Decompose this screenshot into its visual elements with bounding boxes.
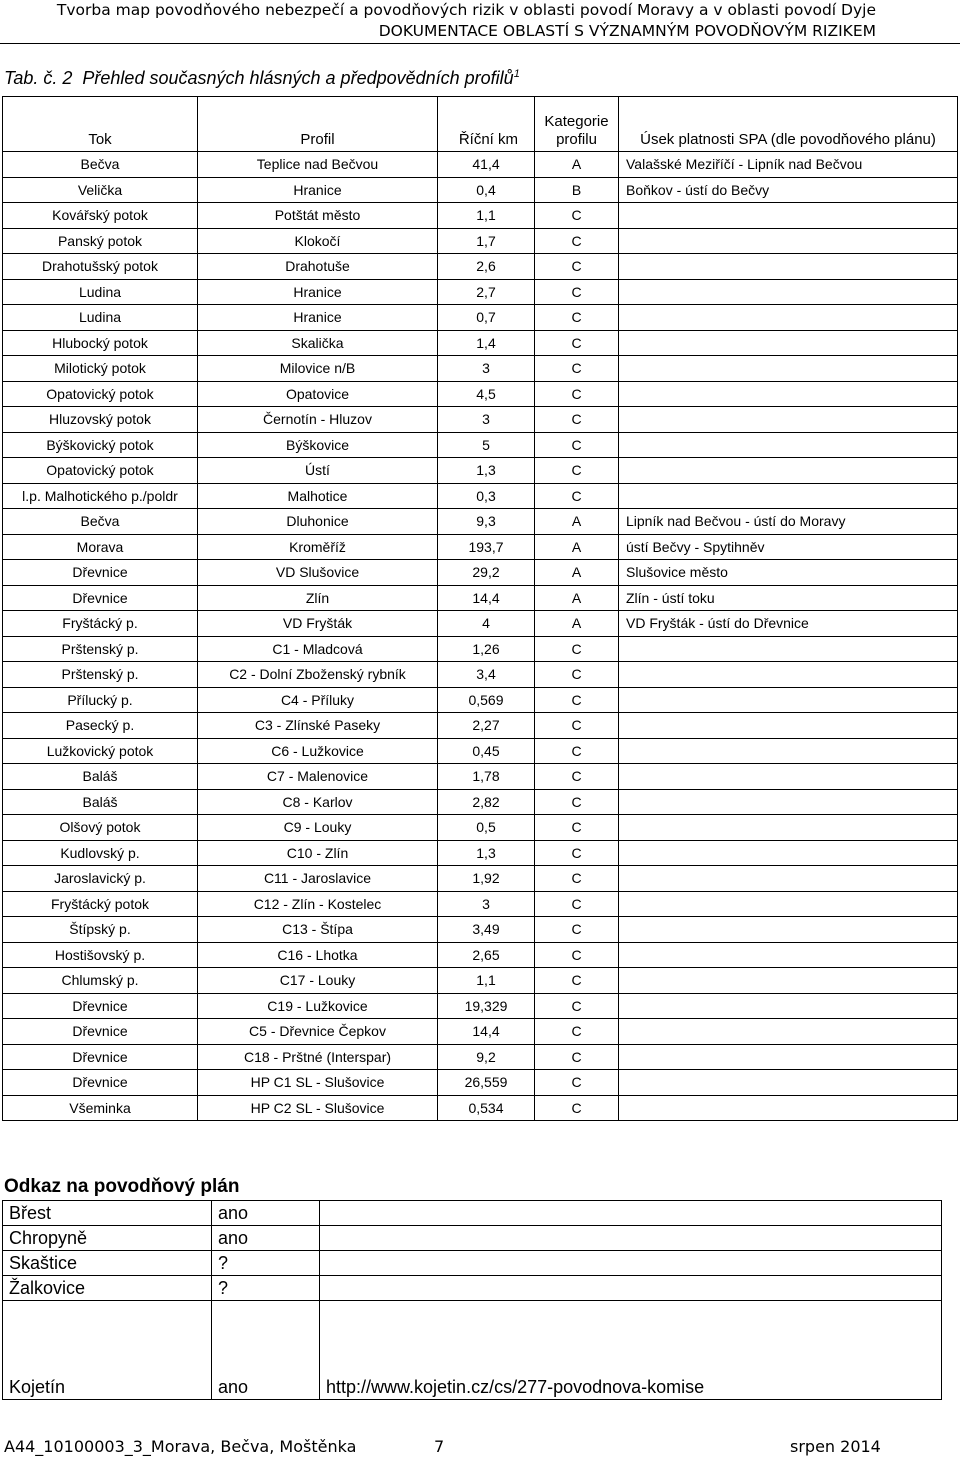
cell-river-km: 193,7 xyxy=(438,534,535,560)
cell-river-km: 1,1 xyxy=(438,203,535,229)
cell-tok: Hluzovský potok xyxy=(3,407,198,433)
cell-profil: C5 - Dřevnice Čepkov xyxy=(198,1019,438,1045)
plan-cell-link xyxy=(320,1201,942,1226)
table-row xyxy=(3,713,958,739)
cell-category: C xyxy=(535,279,619,305)
table-row xyxy=(3,968,958,994)
cell-river-km: 0,7 xyxy=(438,305,535,331)
cell-profil: HP C2 SL - Slušovice xyxy=(198,1095,438,1121)
caption-footnote-mark: 1 xyxy=(513,68,520,80)
cell-validity-section: Boňkov - ústí do Bečvy xyxy=(619,177,958,203)
table-row xyxy=(3,815,958,841)
cell-profil: C8 - Karlov xyxy=(198,789,438,815)
table-row xyxy=(3,509,958,535)
plan-cell-municipality: Břest xyxy=(3,1201,212,1226)
cell-category: C xyxy=(535,203,619,229)
cell-category: C xyxy=(535,968,619,994)
cell-river-km: 0,534 xyxy=(438,1095,535,1121)
cell-tok: Dřevnice xyxy=(3,560,198,586)
plan-cell-link[interactable]: http://www.kojetin.cz/cs/277-povodnova-komise xyxy=(320,1301,942,1400)
cell-category: C xyxy=(535,687,619,713)
cell-river-km: 0,3 xyxy=(438,483,535,509)
cell-river-km: 14,4 xyxy=(438,585,535,611)
cell-tok: Opatovický potok xyxy=(3,458,198,484)
cell-river-km: 3,49 xyxy=(438,917,535,943)
table-row xyxy=(3,611,958,637)
cell-river-km: 1,26 xyxy=(438,636,535,662)
cell-category: C xyxy=(535,407,619,433)
cell-validity-section xyxy=(619,713,958,739)
table-row xyxy=(3,585,958,611)
cell-river-km: 0,45 xyxy=(438,738,535,764)
header-category-text: Kategorie profilu xyxy=(544,113,609,148)
cell-tok: Kudlovský p. xyxy=(3,840,198,866)
list-item xyxy=(3,1226,942,1251)
table-row xyxy=(3,1019,958,1045)
cell-category: C xyxy=(535,458,619,484)
cell-river-km: 1,7 xyxy=(438,228,535,254)
cell-validity-section: VD Fryšták - ústí do Dřevnice xyxy=(619,611,958,637)
cell-category: C xyxy=(535,866,619,892)
cell-validity-section xyxy=(619,279,958,305)
cell-tok: Fryštácký p. xyxy=(3,611,198,637)
cell-profil: Býškovice xyxy=(198,432,438,458)
footer-doc-id: A44_10100003_3_Morava, Bečva, Moštěnka xyxy=(4,1437,357,1456)
cell-river-km: 2,7 xyxy=(438,279,535,305)
cell-tok: Býškovický potok xyxy=(3,432,198,458)
table-row xyxy=(3,687,958,713)
cell-profil: C1 - Mladcová xyxy=(198,636,438,662)
header-cell-profil: Profil xyxy=(198,97,438,152)
cell-tok: Dřevnice xyxy=(3,993,198,1019)
table-row xyxy=(3,764,958,790)
table-row xyxy=(3,1070,958,1096)
cell-validity-section xyxy=(619,942,958,968)
cell-category: B xyxy=(535,177,619,203)
cell-river-km: 1,3 xyxy=(438,458,535,484)
table-row xyxy=(3,254,958,280)
table-row xyxy=(3,917,958,943)
cell-validity-section: Valašské Meziříčí - Lipník nad Bečvou xyxy=(619,152,958,178)
header-divider xyxy=(0,43,960,44)
plan-cell-status: ano xyxy=(212,1201,320,1226)
cell-category: A xyxy=(535,611,619,637)
cell-tok: Baláš xyxy=(3,764,198,790)
cell-tok: Dřevnice xyxy=(3,585,198,611)
cell-river-km: 0,5 xyxy=(438,815,535,841)
cell-profil: Hranice xyxy=(198,305,438,331)
cell-validity-section xyxy=(619,203,958,229)
cell-profil: C16 - Lhotka xyxy=(198,942,438,968)
cell-tok: Baláš xyxy=(3,789,198,815)
cell-river-km: 1,4 xyxy=(438,330,535,356)
cell-profil: VD Slušovice xyxy=(198,560,438,586)
table-row xyxy=(3,152,958,178)
cell-profil: C2 - Dolní Zboženský rybník xyxy=(198,662,438,688)
cell-river-km: 3 xyxy=(438,356,535,382)
cell-tok: Ludina xyxy=(3,279,198,305)
cell-profil: C9 - Louky xyxy=(198,815,438,841)
cell-profil: Kroměříž xyxy=(198,534,438,560)
cell-validity-section xyxy=(619,636,958,662)
cell-category: C xyxy=(535,840,619,866)
cell-validity-section: Lipník nad Bečvou - ústí do Moravy xyxy=(619,509,958,535)
header-project-title: Tvorba map povodňového nebezpečí a povodňových rizik v oblasti povodí Moravy a v oblasti povodí Dyje xyxy=(56,1,876,19)
cell-profil: Dluhonice xyxy=(198,509,438,535)
cell-profil: HP C1 SL - Slušovice xyxy=(198,1070,438,1096)
profiles-table-body xyxy=(3,152,958,1121)
cell-profil: C13 - Štípa xyxy=(198,917,438,943)
cell-validity-section xyxy=(619,789,958,815)
cell-profil: Malhotice xyxy=(198,483,438,509)
flood-plan-table xyxy=(2,1200,942,1400)
table-row xyxy=(3,1044,958,1070)
cell-river-km: 0,4 xyxy=(438,177,535,203)
cell-profil: Potštát město xyxy=(198,203,438,229)
cell-category: C xyxy=(535,228,619,254)
cell-category: C xyxy=(535,942,619,968)
table-row xyxy=(3,534,958,560)
cell-category: C xyxy=(535,381,619,407)
list-item xyxy=(3,1301,942,1400)
cell-profil: Opatovice xyxy=(198,381,438,407)
cell-validity-section xyxy=(619,381,958,407)
header-cell-validity-section: Úsek platnosti SPA (dle povodňového plánu) xyxy=(619,97,958,152)
table-row xyxy=(3,866,958,892)
table-row xyxy=(3,560,958,586)
plan-cell-link xyxy=(320,1276,942,1301)
cell-tok: Ludina xyxy=(3,305,198,331)
cell-river-km: 1,78 xyxy=(438,764,535,790)
cell-river-km: 14,4 xyxy=(438,1019,535,1045)
cell-profil: Klokočí xyxy=(198,228,438,254)
cell-tok: Milotický potok xyxy=(3,356,198,382)
plan-cell-status: ? xyxy=(212,1276,320,1301)
table-row xyxy=(3,203,958,229)
cell-profil: C7 - Malenovice xyxy=(198,764,438,790)
flood-plan-title: Odkaz na povodňový plán xyxy=(4,1176,240,1197)
cell-river-km: 26,559 xyxy=(438,1070,535,1096)
plan-cell-link xyxy=(320,1251,942,1276)
cell-tok: Fryštácký potok xyxy=(3,891,198,917)
header-section-title: DOKUMENTACE OBLASTÍ S VÝZNAMNÝM POVODŇOVÝM RIZIKEM xyxy=(378,22,876,40)
cell-river-km: 4,5 xyxy=(438,381,535,407)
cell-tok: Jaroslavický p. xyxy=(3,866,198,892)
table-row xyxy=(3,330,958,356)
cell-category: C xyxy=(535,789,619,815)
cell-tok: Kovářský potok xyxy=(3,203,198,229)
cell-tok: Bečva xyxy=(3,152,198,178)
cell-river-km: 4 xyxy=(438,611,535,637)
cell-category: C xyxy=(535,432,619,458)
cell-validity-section xyxy=(619,891,958,917)
cell-category: C xyxy=(535,330,619,356)
cell-tok: l.p. Malhotického p./poldr xyxy=(3,483,198,509)
cell-category: C xyxy=(535,993,619,1019)
cell-category: C xyxy=(535,713,619,739)
plan-cell-municipality: Chropyně xyxy=(3,1226,212,1251)
cell-river-km: 9,2 xyxy=(438,1044,535,1070)
cell-validity-section xyxy=(619,1070,958,1096)
cell-profil: Černotín - Hluzov xyxy=(198,407,438,433)
cell-river-km: 1,1 xyxy=(438,968,535,994)
cell-profil: Skalička xyxy=(198,330,438,356)
cell-tok: Olšový potok xyxy=(3,815,198,841)
header-cell-tok: Tok xyxy=(3,97,198,152)
cell-river-km: 19,329 xyxy=(438,993,535,1019)
cell-validity-section xyxy=(619,1019,958,1045)
cell-validity-section: ústí Bečvy - Spytihněv xyxy=(619,534,958,560)
cell-validity-section xyxy=(619,764,958,790)
cell-category: A xyxy=(535,534,619,560)
table-row xyxy=(3,407,958,433)
cell-river-km: 29,2 xyxy=(438,560,535,586)
table-row xyxy=(3,1095,958,1121)
cell-category: C xyxy=(535,636,619,662)
cell-category: C xyxy=(535,356,619,382)
cell-river-km: 1,92 xyxy=(438,866,535,892)
cell-validity-section: Slušovice město xyxy=(619,560,958,586)
cell-river-km: 2,27 xyxy=(438,713,535,739)
table-row xyxy=(3,305,958,331)
cell-river-km: 5 xyxy=(438,432,535,458)
cell-profil: C4 - Příluky xyxy=(198,687,438,713)
plan-cell-municipality: Kojetín xyxy=(3,1301,212,1400)
cell-profil: Zlín xyxy=(198,585,438,611)
cell-tok: Prštenský p. xyxy=(3,662,198,688)
table-row xyxy=(3,738,958,764)
cell-category: A xyxy=(535,585,619,611)
cell-validity-section xyxy=(619,687,958,713)
footer-date: srpen 2014 xyxy=(790,1437,881,1456)
caption-text: Přehled současných hlásných a předpovědních profilů xyxy=(82,68,514,88)
table-row xyxy=(3,279,958,305)
cell-river-km: 2,65 xyxy=(438,942,535,968)
cell-validity-section xyxy=(619,968,958,994)
cell-category: C xyxy=(535,917,619,943)
cell-validity-section xyxy=(619,993,958,1019)
header-cell-river-km: Říční km xyxy=(438,97,535,152)
cell-category: C xyxy=(535,1070,619,1096)
cell-validity-section xyxy=(619,1095,958,1121)
cell-category: C xyxy=(535,254,619,280)
cell-tok: Drahotušský potok xyxy=(3,254,198,280)
cell-tok: Opatovický potok xyxy=(3,381,198,407)
cell-validity-section xyxy=(619,1044,958,1070)
cell-tok: Pasecký p. xyxy=(3,713,198,739)
profiles-table-header xyxy=(3,97,958,152)
cell-validity-section: Zlín - ústí toku xyxy=(619,585,958,611)
list-item xyxy=(3,1276,942,1301)
list-item xyxy=(3,1251,942,1276)
cell-profil: C18 - Prštné (Interspar) xyxy=(198,1044,438,1070)
cell-profil: VD Fryšták xyxy=(198,611,438,637)
cell-category: C xyxy=(535,738,619,764)
cell-validity-section xyxy=(619,662,958,688)
cell-profil: Drahotuše xyxy=(198,254,438,280)
cell-validity-section xyxy=(619,254,958,280)
cell-validity-section xyxy=(619,330,958,356)
cell-river-km: 2,82 xyxy=(438,789,535,815)
cell-river-km: 3 xyxy=(438,407,535,433)
cell-category: C xyxy=(535,764,619,790)
cell-category: A xyxy=(535,509,619,535)
table-row xyxy=(3,942,958,968)
cell-category: A xyxy=(535,560,619,586)
cell-profil: Hranice xyxy=(198,177,438,203)
plan-cell-municipality: Žalkovice xyxy=(3,1276,212,1301)
table-row xyxy=(3,381,958,407)
footer-page-number: 7 xyxy=(434,1437,445,1456)
flood-plan-table-body xyxy=(3,1201,942,1400)
table-row xyxy=(3,840,958,866)
table-row xyxy=(3,662,958,688)
cell-category: A xyxy=(535,152,619,178)
header-cell-category xyxy=(535,97,619,152)
cell-profil: C6 - Lužkovice xyxy=(198,738,438,764)
cell-tok: Chlumský p. xyxy=(3,968,198,994)
cell-tok: Morava xyxy=(3,534,198,560)
table-row xyxy=(3,891,958,917)
cell-tok: Všeminka xyxy=(3,1095,198,1121)
cell-validity-section xyxy=(619,305,958,331)
table-caption xyxy=(4,68,520,89)
plan-cell-status: ano xyxy=(212,1226,320,1251)
table-row xyxy=(3,177,958,203)
cell-category: C xyxy=(535,305,619,331)
cell-category: C xyxy=(535,1095,619,1121)
cell-profil: C19 - Lužkovice xyxy=(198,993,438,1019)
cell-profil: Teplice nad Bečvou xyxy=(198,152,438,178)
table-row xyxy=(3,789,958,815)
cell-profil: C3 - Zlínské Paseky xyxy=(198,713,438,739)
cell-river-km: 3,4 xyxy=(438,662,535,688)
table-row xyxy=(3,483,958,509)
cell-tok: Velička xyxy=(3,177,198,203)
cell-tok: Přílucký p. xyxy=(3,687,198,713)
cell-validity-section xyxy=(619,738,958,764)
cell-category: C xyxy=(535,1044,619,1070)
cell-profil: Hranice xyxy=(198,279,438,305)
cell-river-km: 0,569 xyxy=(438,687,535,713)
profiles-table xyxy=(2,96,958,1121)
cell-river-km: 2,6 xyxy=(438,254,535,280)
cell-tok: Dřevnice xyxy=(3,1019,198,1045)
table-row xyxy=(3,636,958,662)
cell-tok: Panský potok xyxy=(3,228,198,254)
cell-tok: Bečva xyxy=(3,509,198,535)
cell-river-km: 3 xyxy=(438,891,535,917)
cell-profil: C12 - Zlín - Kostelec xyxy=(198,891,438,917)
cell-category: C xyxy=(535,891,619,917)
cell-category: C xyxy=(535,815,619,841)
cell-validity-section xyxy=(619,228,958,254)
table-row xyxy=(3,228,958,254)
cell-category: C xyxy=(535,1019,619,1045)
cell-validity-section xyxy=(619,815,958,841)
cell-tok: Hlubocký potok xyxy=(3,330,198,356)
cell-river-km: 9,3 xyxy=(438,509,535,535)
cell-tok: Dřevnice xyxy=(3,1070,198,1096)
cell-river-km: 41,4 xyxy=(438,152,535,178)
cell-validity-section xyxy=(619,458,958,484)
cell-category: C xyxy=(535,483,619,509)
caption-label: Tab. č. 2 xyxy=(4,68,73,88)
cell-tok: Štípský p. xyxy=(3,917,198,943)
cell-profil: Milovice n/B xyxy=(198,356,438,382)
table-row xyxy=(3,458,958,484)
cell-river-km: 1,3 xyxy=(438,840,535,866)
cell-profil: C17 - Louky xyxy=(198,968,438,994)
document-header xyxy=(57,0,876,42)
plan-cell-status: ? xyxy=(212,1251,320,1276)
cell-category: C xyxy=(535,662,619,688)
cell-validity-section xyxy=(619,917,958,943)
cell-validity-section xyxy=(619,356,958,382)
table-row xyxy=(3,356,958,382)
cell-validity-section xyxy=(619,432,958,458)
cell-tok: Lužkovický potok xyxy=(3,738,198,764)
cell-tok: Hostišovský p. xyxy=(3,942,198,968)
plan-cell-municipality: Skaštice xyxy=(3,1251,212,1276)
cell-profil: C11 - Jaroslavice xyxy=(198,866,438,892)
cell-validity-section xyxy=(619,840,958,866)
cell-validity-section xyxy=(619,483,958,509)
cell-tok: Prštenský p. xyxy=(3,636,198,662)
list-item xyxy=(3,1201,942,1226)
plan-cell-status: ano xyxy=(212,1301,320,1400)
plan-cell-link xyxy=(320,1226,942,1251)
table-row xyxy=(3,993,958,1019)
cell-validity-section xyxy=(619,407,958,433)
cell-profil: C10 - Zlín xyxy=(198,840,438,866)
cell-validity-section xyxy=(619,866,958,892)
cell-profil: Ústí xyxy=(198,458,438,484)
cell-tok: Dřevnice xyxy=(3,1044,198,1070)
table-row xyxy=(3,432,958,458)
